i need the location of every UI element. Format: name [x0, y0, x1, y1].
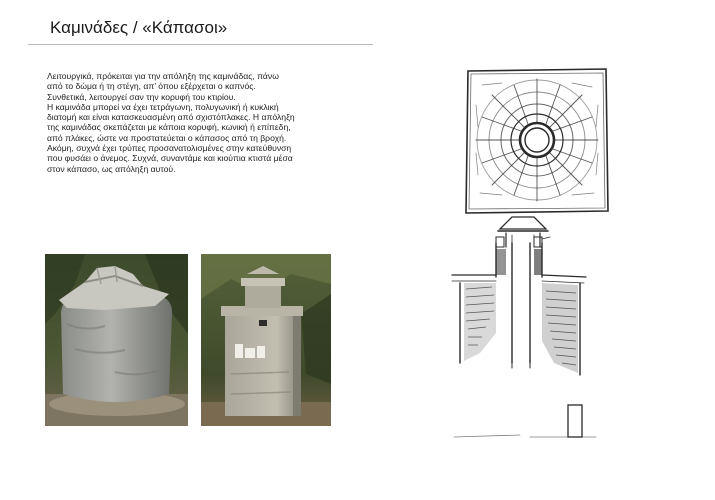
description-text — [47, 71, 295, 174]
sketch-plan-view — [462, 65, 612, 215]
paragraph-composition: Συνθετικά, λειτουργεί σαν την κορυφή του κτιρίου. — [47, 91, 236, 102]
page-title: Καμινάδες / «Κάπασοι» — [50, 18, 228, 37]
title-divider — [28, 44, 373, 45]
chimney-section-sketch-icon — [450, 213, 600, 445]
round-chimney-photo-icon — [45, 254, 188, 426]
sketch-section-view — [450, 213, 600, 445]
paragraph-construction: Η καμινάδα μπορεί να έχει τετράγωνη, πολυγωνική ή κυκλική διατομή και είναι κατασκευασμένη από σχιστόπλακες. Η απόληξη της καμινάδας σκεπάζεται με κάποια κορυφή, κωνική ή επίπεδη, από πλάκες, ώστε να προστατεύεται ο κάπασος από τη βροχή. Ακόμη, συχνά έχει τρύπες προσανατολισμένες στην κατεύθυνση που φυσάει ο άνεμος. Συχνά, συναντάμε και κιούπια κτιστά μέσα στον κάπασο, ως απόληξη αυτού. — [47, 101, 295, 174]
chimney-plan-sketch-icon — [462, 65, 612, 215]
photo-square-chimney — [201, 254, 331, 426]
photo-round-chimney — [45, 254, 188, 426]
square-chimney-photo-icon — [201, 254, 331, 426]
paragraph-function: Λειτουργικά, πρόκειται για την απόληξη της καμινάδας, πάνω από το δώμα ή τη στέγη, απ’ όπου εξέρχεται ο καπνός. — [47, 71, 279, 92]
